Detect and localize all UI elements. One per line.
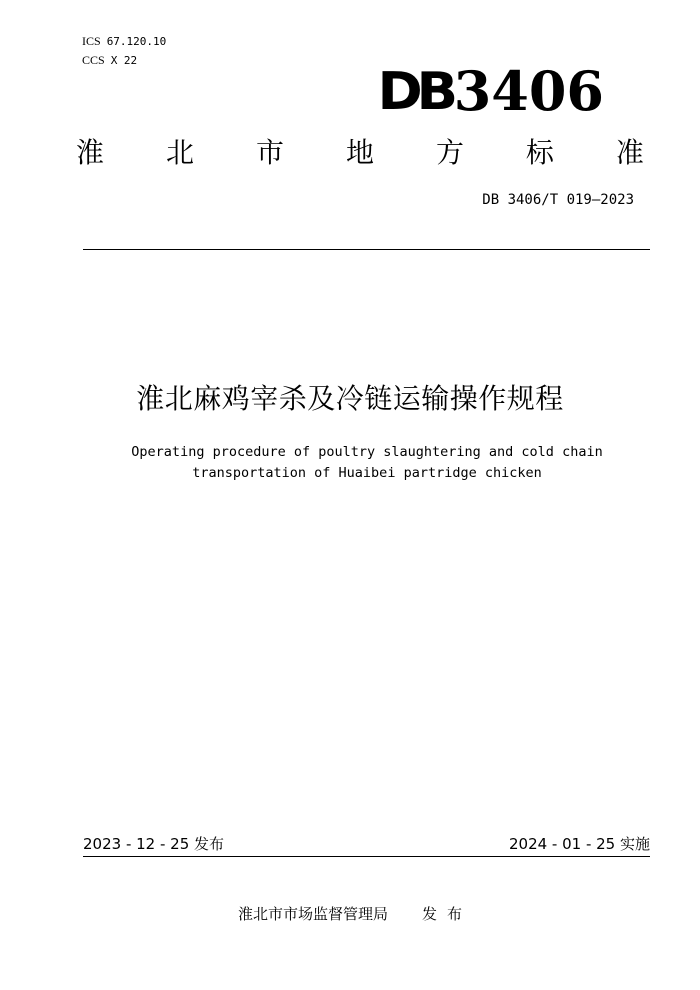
document-title-chinese: 淮北麻鸡宰杀及冷链运输操作规程 — [136, 382, 564, 415]
standard-type-char: 市 — [255, 136, 284, 169]
ics-label: ICS — [82, 34, 101, 48]
db-standard-logo — [377, 58, 604, 123]
english-title-line-2: transportation of Huaibei partridge chicken — [192, 465, 542, 481]
ics-classification — [82, 34, 166, 49]
ccs-classification — [82, 53, 137, 68]
issue-date: 2023 - 12 - 25 发布 — [83, 835, 225, 853]
standard-number: DB 3406/T 019—2023 — [482, 192, 634, 208]
standard-type-char: 淮 — [76, 136, 105, 169]
publisher-action: 发布 — [422, 905, 473, 923]
publisher-line — [238, 905, 472, 923]
document-title-english — [0, 442, 700, 484]
english-title-line-1: Operating procedure of poultry slaughtering and cold chain — [131, 444, 603, 460]
standard-type-char: 北 — [165, 136, 194, 169]
db-logo-mark: DB — [377, 62, 452, 122]
ics-code: 67.120.10 — [106, 35, 167, 48]
standard-type-char: 地 — [345, 136, 374, 169]
ccs-label: CCS — [82, 53, 105, 67]
standard-type-char: 标 — [525, 136, 554, 169]
implementation-date: 2024 - 01 - 25 实施 — [508, 835, 650, 853]
publisher-name: 淮北市市场监督管理局 — [238, 905, 389, 923]
standard-type-char: 方 — [435, 136, 464, 169]
standard-type-char: 准 — [615, 136, 644, 169]
db-logo-number: 3406 — [453, 59, 604, 123]
standard-type-heading — [76, 136, 644, 170]
ccs-code: X 22 — [110, 54, 138, 67]
footer-divider — [83, 856, 650, 857]
header-divider — [83, 249, 650, 250]
